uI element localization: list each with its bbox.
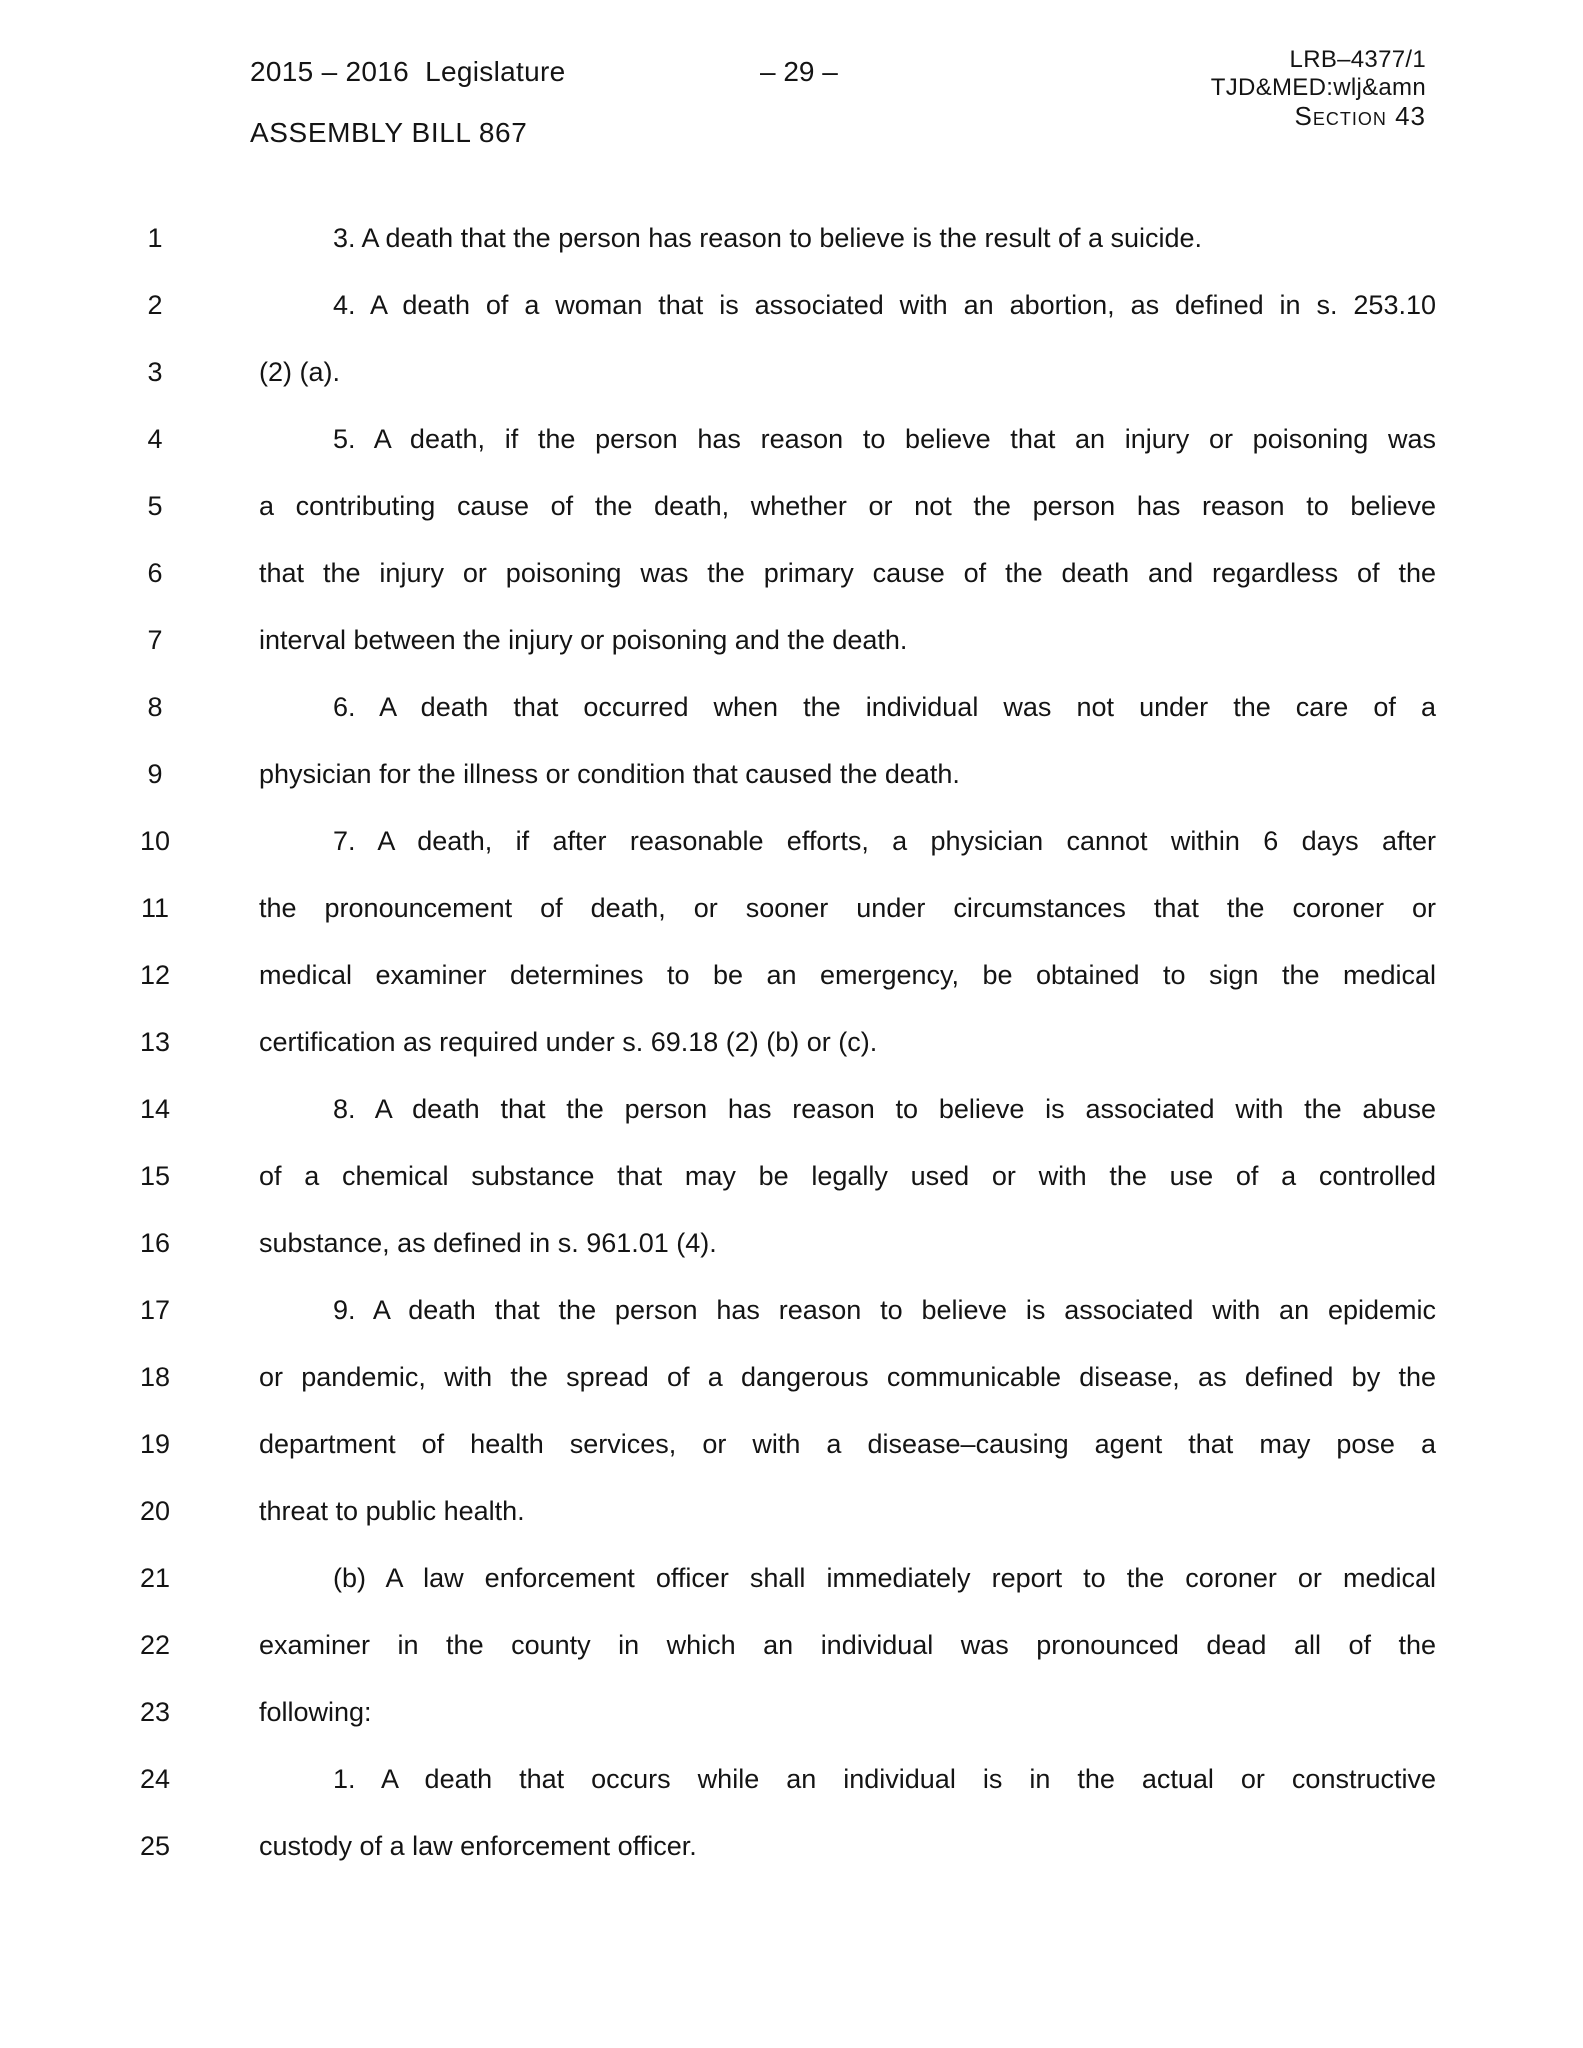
- line-text: 9. A death that the person has reason to believe is associated with an epidemic: [333, 1295, 1436, 1325]
- line-text: 1. A death that occurs while an individual is in the actual or constructive: [333, 1764, 1436, 1794]
- line-text: custody of a law enforcement officer.: [259, 1831, 697, 1861]
- text-line: [0, 553, 1583, 593]
- line-text: (2) (a).: [259, 357, 340, 387]
- text-line: [0, 1625, 1583, 1665]
- line-number: 8: [147, 692, 163, 722]
- line-text: certification as required under s. 69.18 (2) (b) or (c).: [259, 1027, 878, 1057]
- line-number: 18: [139, 1362, 171, 1392]
- line-number: 2: [147, 290, 163, 320]
- line-number: 17: [139, 1295, 171, 1325]
- line-text: or pandemic, with the spread of a dangerous communicable disease, as defined by the: [259, 1362, 1436, 1392]
- line-number: 11: [140, 893, 170, 923]
- line-text: 4. A death of a woman that is associated with an abortion, as defined in s. 253.10: [333, 290, 1436, 320]
- line-number: 5: [147, 491, 163, 521]
- line-number: 16: [139, 1228, 171, 1258]
- line-text: (b) A law enforcement officer shall immediately report to the coroner or medical: [333, 1563, 1436, 1593]
- text-line: [0, 754, 1583, 794]
- line-number: 10: [139, 826, 171, 856]
- text-line: [0, 285, 1583, 325]
- line-number: 20: [139, 1496, 171, 1526]
- line-number: 12: [139, 960, 171, 990]
- line-number: 6: [147, 558, 163, 588]
- line-text: department of health services, or with a disease–causing agent that may pose a: [259, 1429, 1436, 1459]
- line-text: the pronouncement of death, or sooner under circumstances that the coroner or: [259, 893, 1436, 923]
- line-number: 24: [139, 1764, 171, 1794]
- line-number: 13: [139, 1027, 171, 1057]
- section-label: Section 43: [1294, 101, 1426, 131]
- line-number: 19: [139, 1429, 171, 1459]
- text-line: [0, 1089, 1583, 1129]
- line-number: 22: [139, 1630, 171, 1660]
- line-text: examiner in the county in which an individual was pronounced dead all of the: [259, 1630, 1436, 1660]
- text-line: [0, 486, 1583, 526]
- text-line: [0, 1290, 1583, 1330]
- text-line: [0, 1491, 1583, 1531]
- drafting-reference: [1211, 46, 1426, 130]
- bill-title: ASSEMBLY BILL 867: [250, 117, 528, 148]
- text-line: [0, 687, 1583, 727]
- text-line: [0, 1357, 1583, 1397]
- text-line: [0, 419, 1583, 459]
- text-line: [0, 1759, 1583, 1799]
- line-text: 6. A death that occurred when the individual was not under the care of a: [333, 692, 1436, 722]
- line-text: physician for the illness or condition that caused the death.: [259, 759, 960, 789]
- line-text: interval between the injury or poisoning and the death.: [259, 625, 908, 655]
- text-line: [0, 352, 1583, 392]
- line-text: 5. A death, if the person has reason to believe that an injury or poisoning was: [333, 424, 1436, 454]
- line-number: 3: [147, 357, 163, 387]
- line-text: of a chemical substance that may be legally used or with the use of a controlled: [259, 1161, 1436, 1191]
- line-text: threat to public health.: [259, 1496, 525, 1526]
- text-line: [0, 1558, 1583, 1598]
- text-line: [0, 1826, 1583, 1866]
- text-line: [0, 1022, 1583, 1062]
- legislature-session: 2015 – 2016 Legislature: [250, 56, 566, 87]
- line-number: 9: [147, 759, 163, 789]
- line-text: that the injury or poisoning was the primary cause of the death and regardless of the: [259, 558, 1436, 588]
- line-number: 4: [147, 424, 163, 454]
- text-line: [0, 821, 1583, 861]
- line-number: 15: [139, 1161, 171, 1191]
- line-text: medical examiner determines to be an emergency, be obtained to sign the medical: [259, 960, 1436, 990]
- line-text: substance, as defined in s. 961.01 (4).: [259, 1228, 717, 1258]
- text-line: [0, 1156, 1583, 1196]
- text-line: [0, 1223, 1583, 1263]
- page-number: – 29 –: [760, 56, 838, 87]
- drafter-initials: TJD&MED:wlj&amn: [1210, 74, 1426, 101]
- text-line: [0, 218, 1583, 258]
- text-line: [0, 620, 1583, 660]
- lrb-number: LRB–4377/1: [1289, 46, 1426, 73]
- line-text: a contributing cause of the death, whether or not the person has reason to believe: [259, 491, 1436, 521]
- text-line: [0, 1424, 1583, 1464]
- line-number: 21: [139, 1563, 171, 1593]
- line-text: 3. A death that the person has reason to believe is the result of a suicide.: [333, 223, 1203, 253]
- line-number: 14: [139, 1094, 171, 1124]
- line-number: 23: [139, 1697, 171, 1727]
- line-number: 7: [147, 625, 163, 655]
- text-line: [0, 955, 1583, 995]
- line-number: 1: [147, 223, 163, 253]
- line-text: 8. A death that the person has reason to believe is associated with the abuse: [333, 1094, 1436, 1124]
- text-line: [0, 1692, 1583, 1732]
- line-text: 7. A death, if after reasonable efforts, a physician cannot within 6 days after: [333, 826, 1436, 856]
- line-text: following:: [259, 1697, 372, 1727]
- line-number: 25: [139, 1831, 171, 1861]
- text-line: [0, 888, 1583, 928]
